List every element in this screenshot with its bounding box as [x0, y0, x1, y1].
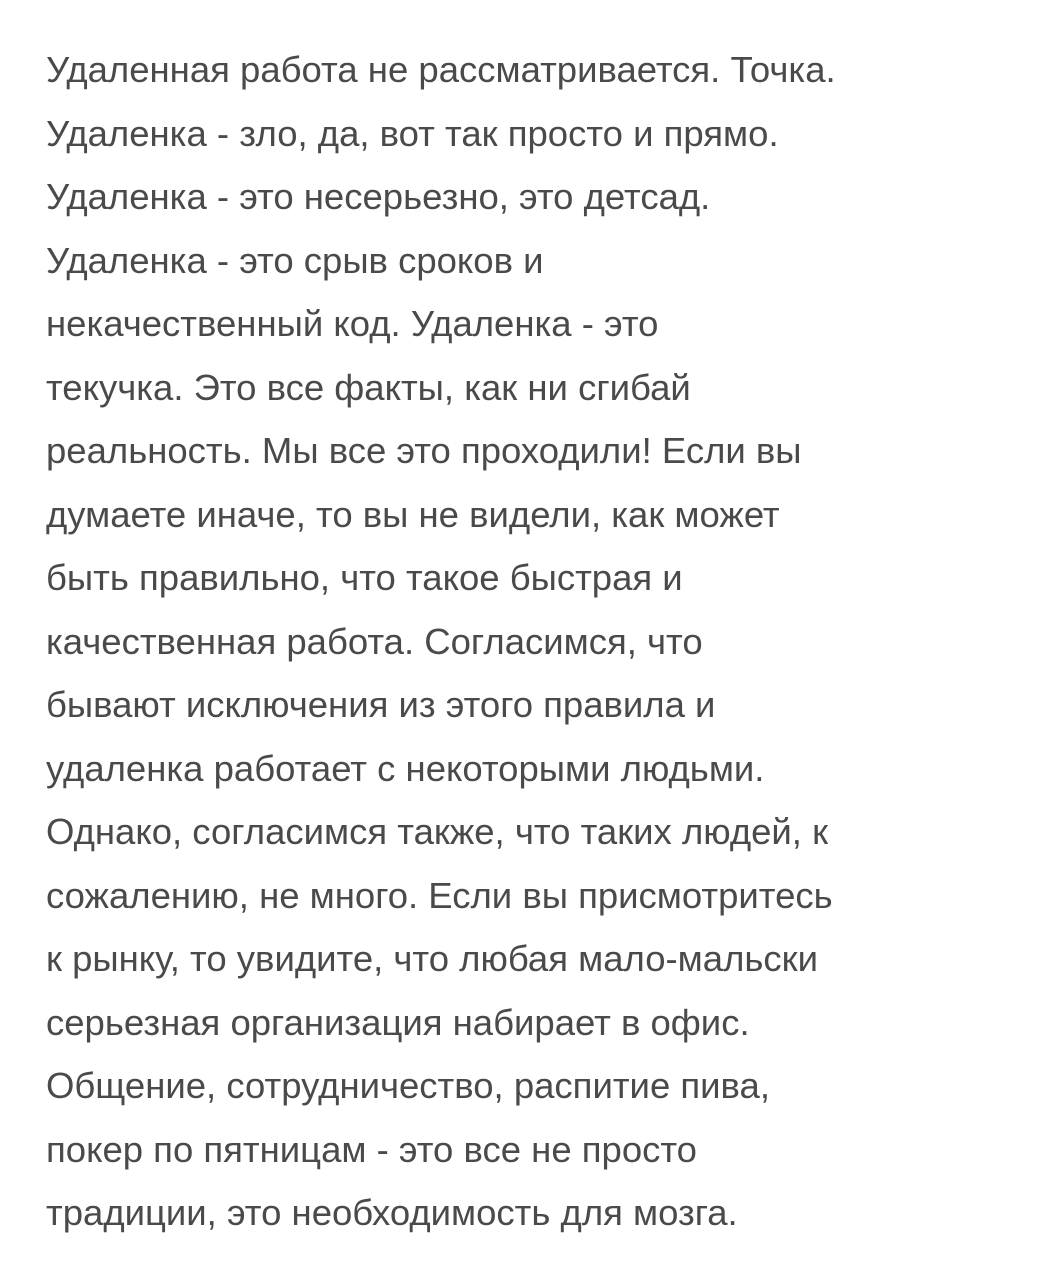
text-line: сожалению, не много. Если вы присмотритесь	[46, 874, 833, 916]
text-line: Удаленка - зло, да, вот так просто и прямо.	[46, 112, 779, 154]
text-line: Однако, согласимся также, что таких людей, к	[46, 811, 829, 852]
text-line: некачественный код. Удаленка - это	[46, 303, 659, 344]
text-line: текучка. Это все факты, как ни сгибай	[46, 366, 691, 408]
text-line: традиции, это необходимость для мозга.	[46, 1192, 738, 1233]
text-line: серьезная организация набирает в офис.	[46, 1001, 750, 1043]
text-line: думаете иначе, то вы не видели, как может	[46, 493, 780, 535]
text-line: Удаленная работа не рассматривается. Точка.	[46, 49, 836, 90]
text-line: быть правильно, что такое быстрая и	[46, 557, 683, 598]
text-line: к рынку, то увидите, что любая мало-мальски	[46, 938, 818, 979]
text-line: Удаленка - это срыв сроков и	[46, 239, 544, 281]
text-line: покер по пятницам - это все не просто	[46, 1128, 697, 1170]
text-line: Общение, сотрудничество, распитие пива,	[46, 1065, 770, 1106]
text-line: бывают исключения из этого правила и	[46, 684, 716, 725]
text-line: Удаленка - это несерьезно, это детсад.	[46, 176, 711, 217]
text-line: качественная работа. Согласимся, что	[46, 620, 703, 662]
text-line: реальность. Мы все это проходили! Если вы	[46, 430, 802, 471]
article-text	[46, 38, 1016, 1245]
text-line: удаленка работает с некоторыми людьми.	[46, 747, 765, 789]
